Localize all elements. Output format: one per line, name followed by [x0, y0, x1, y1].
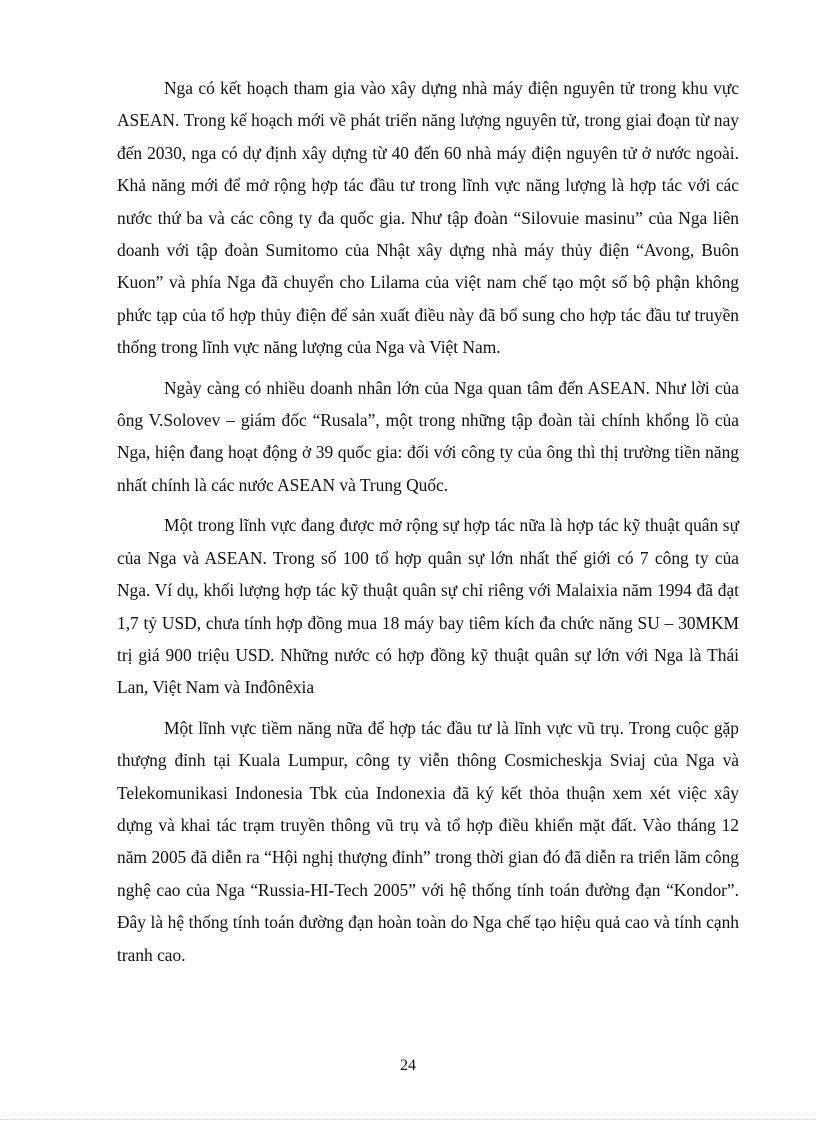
paragraph-military-cooperation: Một trong lĩnh vực đang được mở rộng sự hợp tác nữa là hợp tác kỹ thuật quân sự của Nga và ASEAN. Trong số 100 tổ hợp quân sự lớn nhất thế giới có 7 công ty của Nga. Ví dụ, khối lượng hợp tác kỹ thuật quân sự chỉ riêng với Malaixia năm 1994 đã đạt 1,7 tỷ USD, chưa tính hợp đồng mua 18 máy bay tiêm kích đa chức năng SU – 30MKM trị giá 900 triệu USD. Những nước có hợp đồng kỹ thuật quân sự lớn với Nga là Thái Lan, Việt Nam và Inđônêxia [117, 515, 739, 698]
body-text [117, 72, 739, 979]
page-bottom-divider [0, 1119, 816, 1120]
paragraph-space-cooperation: Một lĩnh vực tiềm năng nữa để hợp tác đầu tư là lĩnh vực vũ trụ. Trong cuộc gặp thượng đỉnh tại Kuala Lumpur, công ty viễn thông Cosmicheskja Sviaj của Nga và Telekomunikasi Indonesia Tbk của Indonexia đã ký kết thỏa thuận xem xét việc xây dựng và khai tác trạm truyền thông vũ trụ và tổ hợp điều khiển mặt đất. Vào tháng 12 năm 2005 đã diễn ra “Hội nghị thượng đỉnh” trong thời gian đó đã diễn ra triển lãm công nghệ cao của Nga “Russia-HI-Tech 2005” với hệ thống tính toán đường đạn “Kondor”. Đây là hệ thống tính toán đường đạn hoàn toàn do Nga chế tạo hiệu quả cao và tính cạnh tranh cao. [117, 717, 739, 965]
paragraph-nuclear-energy: Nga có kết hoạch tham gia vào xây dựng nhà máy điện nguyên tử trong khu vực ASEAN. Trong kế hoạch mới về phát triển năng lượng nguyên tử, trong giai đoạn từ nay đến 2030, nga có dự định xây dựng từ 40 đến 60 nhà máy điện nguyên tử ở nước ngoài. Khả năng mới để mở rộng hợp tác đầu tư trong lĩnh vực năng lượng là hợp tác với các nước thứ ba và các công ty đa quốc gia. Như tập đoàn “Silovuie masinu” của Nga liên doanh với tập đoàn Sumitomo của Nhật xây dựng nhà máy thủy điện “Avong, Buôn Kuon” và phía Nga đã chuyển cho Lilama của việt nam chế tạo một số bộ phận không phức tạp của tổ hợp thủy điện để sản xuất điều này đã bổ sung cho hợp tác đầu tư truyền thống trong lĩnh vực năng lượng của Nga và Việt Nam. [117, 78, 739, 358]
page-number: 24 [400, 1057, 416, 1074]
paragraph-business-interest: Ngày càng có nhiều doanh nhân lớn của Nga quan tâm đến ASEAN. Như lời của ông V.Solovev – giám đốc “Rusala”, một trong những tập đoàn tài chính khổng lồ của Nga, hiện đang hoạt động ở 39 quốc gia: đối với công ty của ông thì thị trường tiền năng nhất chính là các nước ASEAN và Trung Quốc. [117, 377, 739, 495]
